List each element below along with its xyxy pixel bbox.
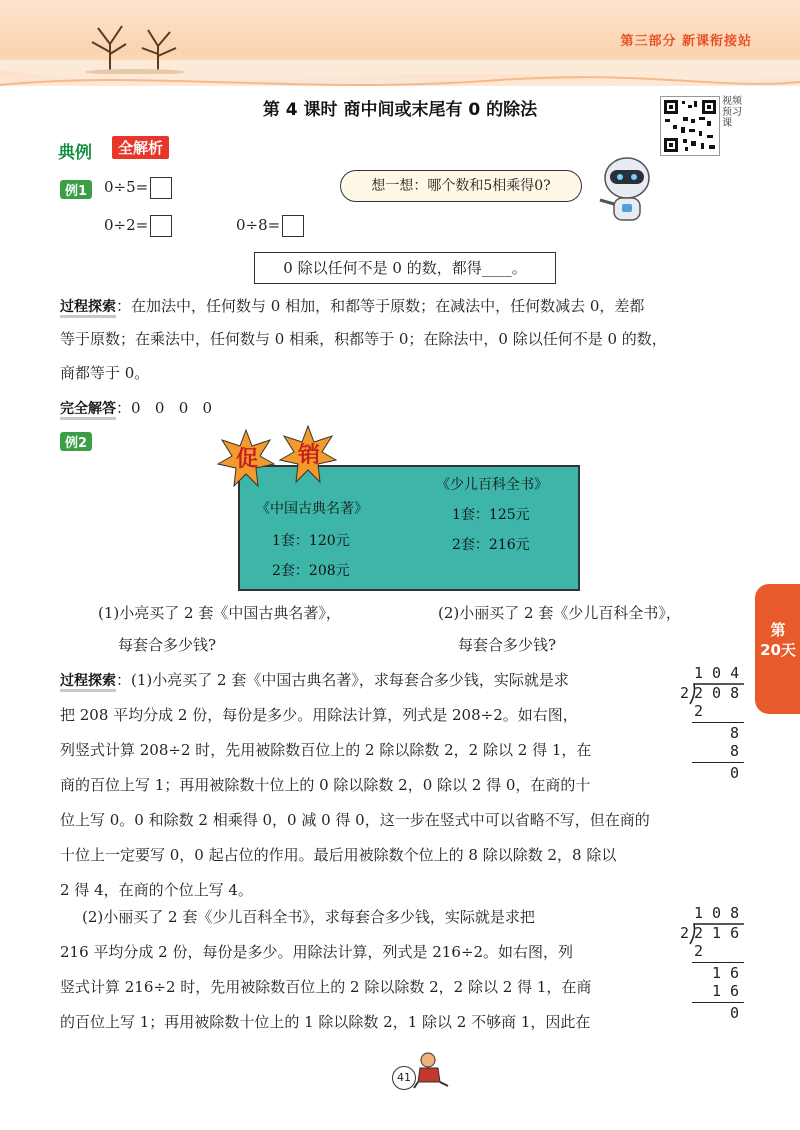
ex1-process-line-2: 等于原数；在乘法中，任何数与 0 相乘，积都等于 0；在除法中，0 除以任何不是 0 的数， (60, 330, 667, 348)
long-division-1: 1 0 4 2 2 0 8 2 8 8 0 (680, 664, 750, 782)
example-2-tag: 例2 (60, 432, 92, 451)
ex2-process-line: 2 得 4，在商的个位上写 4。 (60, 881, 253, 899)
section-tag: 典例 (58, 143, 92, 163)
tree-illustration (80, 14, 190, 74)
book1-price-2: 2套：208元 (272, 563, 350, 579)
ex2-question-1-line-1: (1)小亮买了 2 套《中国古典名著》， (98, 604, 341, 622)
footer-character-icon (410, 1050, 454, 1090)
ex2-process-line: 商的百位上写 1；再用被除数十位上的 0 除以除数 2，0 除以 2 得 0，在商的十 (60, 776, 591, 794)
answer-label: 完全解答 (60, 401, 116, 420)
book1-title: 《中国古典名著》 (256, 501, 368, 517)
ex1-process-line-3: 商都等于 0。 (60, 364, 150, 382)
lesson-title: 第 4 课时 商中间或末尾有 0 的除法 (262, 100, 538, 120)
qr-code-icon[interactable] (660, 96, 720, 156)
ex2-process-line: 把 208 平均分成 2 份，每份是多少。用除法计算，列式是 208÷2。如右图， (60, 706, 578, 724)
ex2-question-2-line-2: 每套合多少钱? (458, 636, 557, 654)
ex2-process-line: 列竖式计算 208÷2 时，先用被除数百位上的 2 除以除数 2，2 除以 2 得 1，在 (60, 741, 592, 759)
book2-price-2: 2套：216元 (452, 537, 530, 553)
ex2-question-1-line-2: 每套合多少钱? (118, 636, 217, 654)
process-label: 过程探索 (60, 299, 116, 318)
day-badge-text: 第 20天 (760, 621, 796, 659)
long-division-2: 1 0 8 2 2 1 6 2 1 6 1 6 0 (680, 904, 750, 1022)
rule-statement: 0 除以任何不是 0 的数，都得____。 (254, 252, 556, 284)
section-tag-highlight: 全解析 (112, 136, 169, 159)
page-number: 41 (392, 1066, 416, 1090)
ex2-process-line: 位上写 0。0 和除数 2 相乘得 0，0 减 0 得 0，这一步在竖式中可以省略不写，但在商的 (60, 811, 650, 829)
ex2-process-line: 过程探索：(1)小亮买了 2 套《中国古典名著》，求每套合多少钱，实际就是求 (60, 667, 680, 694)
promo-char-1: 促 (236, 447, 259, 472)
promo-char-2: 销 (298, 443, 321, 468)
hint-bubble: 想一想：哪个数和5相乘得0? (340, 170, 582, 202)
ex1-question-3: 0÷8= (236, 212, 304, 238)
answer-box[interactable] (150, 177, 172, 199)
process-label: 过程探索 (60, 673, 116, 692)
ex1-process: 过程探索：在加法中，任何数与 0 相加，和都等于原数；在减法中，任何数减去 0，差都 (60, 293, 750, 320)
book1-price-1: 1套：120元 (272, 533, 350, 549)
robot-icon (592, 150, 662, 226)
ex1-question-2: 0÷2= (104, 212, 172, 238)
ex2-process-line: 十位上一定要写 0，0 起占位的作用。最后用被除数个位上的 8 除以除数 2，8 除以 (60, 846, 617, 864)
answer-box[interactable] (282, 215, 304, 237)
ex2-process-line: 竖式计算 216÷2 时，先用被除数百位上的 2 除以除数 2，2 除以 2 得 1，在商 (60, 978, 592, 996)
answer-box[interactable] (150, 215, 172, 237)
ex2-process-line: (2)小丽买了 2 套《少儿百科全书》，求每套合多少钱，实际就是求把 (82, 908, 535, 926)
ex2-question-2-line-1: (2)小丽买了 2 套《少儿百科全书》， (438, 604, 681, 622)
book2-title: 《少儿百科全书》 (436, 477, 548, 493)
ex1-question-1: 0÷5= (104, 174, 172, 200)
example-1-tag: 例1 (60, 180, 92, 199)
book2-price-1: 1套：125元 (452, 507, 530, 523)
ex2-process-line: 的百位上写 1；再用被除数十位上的 1 除以除数 2，1 除以 2 不够商 1，因此在 (60, 1013, 591, 1031)
ex1-answer: 完全解答：0 0 0 0 (60, 395, 212, 422)
section-label: 第三部分 新课衔接站 (620, 34, 752, 49)
ex2-process-line: 216 平均分成 2 份，每份是多少。用除法计算，列式是 216÷2。如右图，列 (60, 943, 573, 961)
qr-label: 视频预习课 (722, 96, 742, 129)
